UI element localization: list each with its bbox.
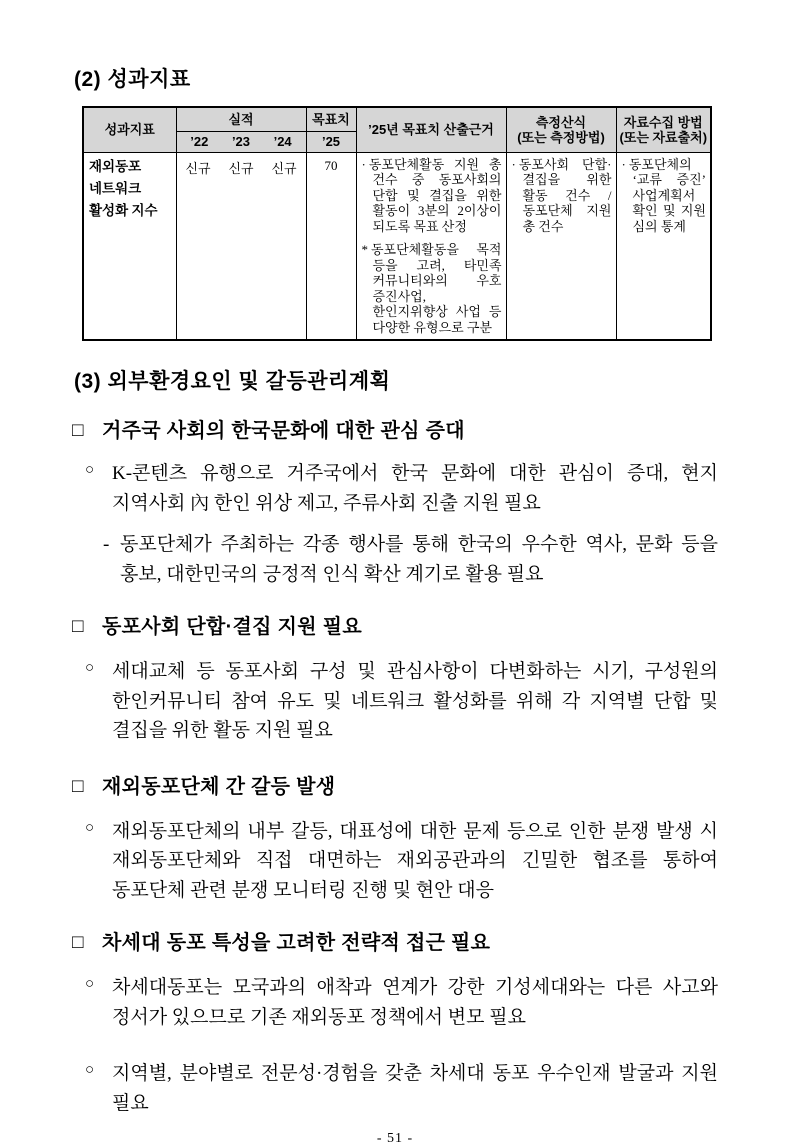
col-header-basis: ’25년 목표치 산출근거 [356, 107, 506, 152]
performance-indicator-table [82, 106, 712, 341]
formula-cell [506, 152, 616, 340]
actuals-cell [176, 152, 306, 340]
source-label: 자료수집 방법 [623, 114, 703, 130]
circle-bullet: ○ [85, 819, 95, 836]
dot-bullet: · [361, 156, 366, 172]
square-bullet: □ [72, 775, 84, 797]
square-bullet: □ [72, 932, 84, 953]
col-header-years [176, 131, 306, 152]
year-23: ’23 [231, 134, 251, 149]
sub-list-item: - 동포단체가 주최하는 각종 행사를 통해 한국의 우수한 역사, 문화 등을 홍보, 대한민국의 긍정적 인식 확산 계기로 활용 필요 [103, 530, 718, 589]
list-item: ○ 지역별, 분야별로 전문성·경험을 갖춘 차세대 동포 우수인재 발굴과 지원 필요 [85, 1059, 718, 1118]
dot-bullet: · [511, 156, 516, 172]
year-24: ’24 [273, 134, 292, 149]
actual-22: 신규 [185, 160, 211, 176]
block-heading-text: 동포사회 단합·결집 지원 필요 [102, 616, 362, 638]
indicator-name-cell: 재외동포 네트워크 활성화 지수 [83, 152, 176, 340]
block-heading-text: 차세대 동포 특성을 고려한 전략적 접근 필요 [102, 932, 491, 954]
col-header-source [616, 107, 711, 152]
block-heading-community-unity [72, 614, 718, 640]
table-row [83, 152, 711, 340]
list-item: ○ K-콘텐츠 유행으로 거주국에서 한국 문화에 대한 관심이 증대, 현지 지역사회 內 한인 위상 제고, 주류사회 진출 지원 필요 [85, 459, 718, 518]
col-header-indicator: 성과지표 [83, 107, 176, 152]
circle-bullet: ○ [85, 976, 95, 992]
col-header-actual: 실적 [176, 107, 306, 131]
circle-bullet: ○ [85, 660, 95, 676]
dash-bullet: - [103, 534, 110, 555]
block-heading-korean-culture [72, 418, 718, 444]
basis-cell [356, 152, 506, 340]
block-heading-text: 거주국 사회의 한국문화에 대한 관심 증대 [102, 420, 465, 442]
source-cell [616, 152, 711, 340]
asterisk-bullet: * [361, 242, 368, 257]
list-item: ○ 세대교체 등 동포사회 구성 및 관심사항이 다변화하는 시기, 구성원의 한인커뮤니티 참여 유도 및 네트워크 활성화를 위해 각 지역별 단합 및 결집을 위한 활동 지원 필요 [85, 657, 718, 746]
source-sublabel: (또는 자료출처) [619, 129, 708, 145]
square-bullet: □ [72, 616, 84, 637]
basis-item: * 동포단체활동을 목적 등을 고려, 타민족 커뮤니티와의 우호 증진사업, 한인지위향상 사업 등 다양한 유형으로 구분 [361, 242, 502, 335]
target-value-cell: 70 [306, 152, 356, 340]
formula-label: 측정산식 [535, 114, 587, 130]
section2-title: (2) 성과지표 [74, 68, 191, 91]
block-heading-next-generation [72, 930, 718, 956]
circle-bullet: ○ [85, 462, 95, 478]
block-heading-text: 재외동포단체 간 갈등 발생 [102, 775, 336, 798]
section3-title: (3) 외부환경요인 및 갈등관리계획 [74, 370, 391, 393]
source-item: · 동포단체의 ‘교류 증진’ 사업계획서 확인 및 지원 심의 통계 [621, 156, 706, 234]
col-header-target: 목표치 [306, 107, 356, 131]
actual-23: 신규 [228, 160, 254, 176]
actual-24: 신규 [271, 160, 297, 176]
dot-bullet: · [621, 156, 626, 172]
formula-sublabel: (또는 측정방법) [517, 129, 605, 145]
formula-item: · 동포사회 단합·결집을 위한 활동 건수 / 동포단체 지원 총 건수 [511, 156, 612, 234]
block-heading-org-conflict [72, 774, 718, 800]
list-item: ○ 차세대동포는 모국과의 애착과 연계가 강한 기성세대와는 다른 사고와 정서가 있으므로 기존 재외동포 정책에서 변모 필요 [85, 973, 718, 1032]
circle-bullet: ○ [85, 1062, 95, 1078]
year-22: ’22 [190, 134, 209, 149]
col-header-target-year: ’25 [306, 131, 356, 152]
page-number: - 51 - [376, 1131, 414, 1146]
basis-item: · 동포단체활동 지원 총 건수 중 동포사회의 단합 및 결집을 위한 활동이 3분의 2이상이 되도록 목표 산정 [361, 156, 502, 234]
col-header-formula [506, 107, 616, 152]
square-bullet: □ [72, 420, 84, 441]
list-item: ○ 재외동포단체의 내부 갈등, 대표성에 대한 문제 등으로 인한 분쟁 발생 시 재외동포단체와 직접 대면하는 재외공관과의 긴밀한 협조를 통하여 동포단체 관련 분쟁 모니터링 진행 및 현안 대응 [85, 817, 718, 906]
